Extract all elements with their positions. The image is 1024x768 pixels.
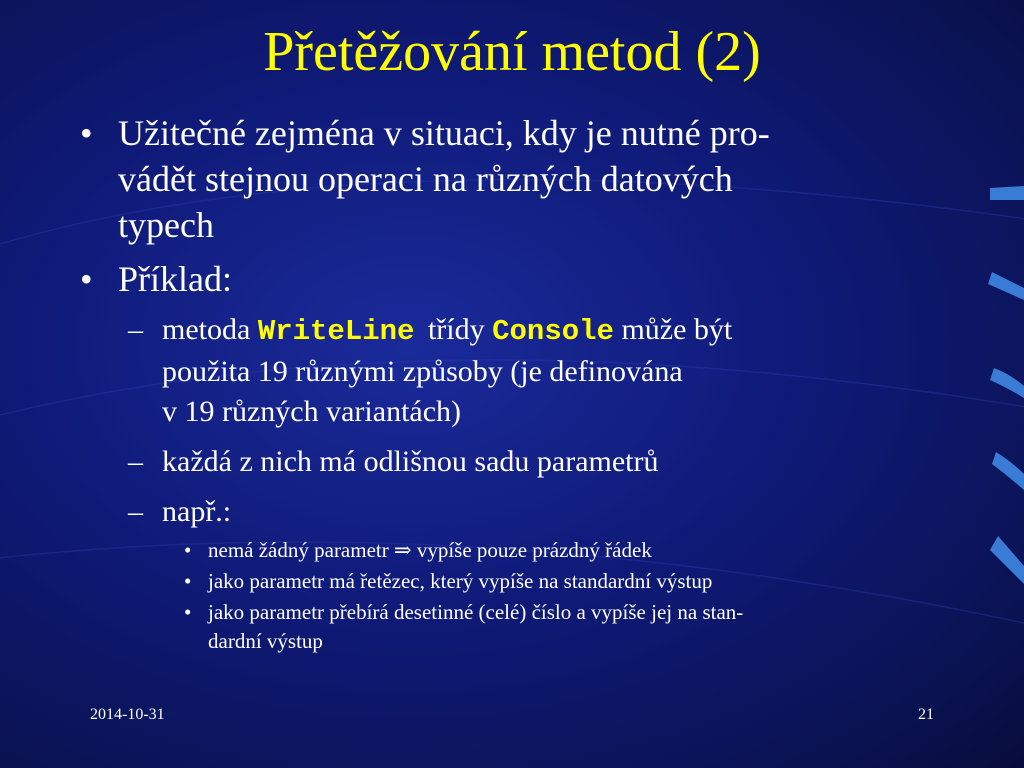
slide-body [80, 110, 960, 658]
sub1-suffix: může být [621, 313, 733, 346]
bullet-usefulness [80, 110, 960, 248]
page-number: 21 [918, 706, 934, 723]
detail2-text: jako parametr má řetězec, který vypíše na standardní výstup [208, 569, 713, 593]
detail1-text: nemá žádný parametr ⇒ vypíše pouze prázdný řádek [208, 538, 652, 562]
bullet2-label: Příklad: [118, 259, 232, 299]
bullet1-line1: Užitečné zejména v situaci, kdy je nutné pro- [118, 113, 770, 153]
code-writeline: WriteLine [257, 315, 415, 348]
bullet-example [80, 256, 960, 302]
code-console: Console [492, 315, 614, 348]
detail3-line2: dardní výstup [208, 629, 323, 653]
dash-icon: – [128, 313, 143, 346]
sub-item-eg [80, 492, 960, 532]
bullet-icon: • [80, 259, 93, 299]
sub3-text: např.: [162, 495, 232, 528]
sub1-line1 [162, 310, 960, 352]
sub-item-parameters [80, 442, 960, 482]
bullet-icon: • [184, 538, 192, 562]
edge-mark-5 [990, 536, 1024, 584]
detail-item-number [80, 598, 960, 656]
edge-mark-1 [990, 186, 1024, 200]
footer-date: 2014-10-31 [90, 706, 165, 723]
sub1-middle: třídy [427, 313, 485, 346]
detail3-line1: jako parametr přebírá desetinné (celé) číslo a vypíše jej na stan- [208, 600, 744, 624]
edge-mark-3 [990, 368, 1024, 398]
bullet-icon: • [80, 113, 93, 153]
sub-item-writeline [80, 310, 960, 432]
sub1-prefix: metoda [162, 313, 251, 346]
detail-item-string [80, 567, 960, 596]
dash-icon: – [128, 445, 143, 478]
edge-mark-2 [988, 272, 1024, 300]
bullet1-line3: typech [118, 205, 214, 245]
bullet-icon: • [184, 600, 192, 624]
slide-title: Přetěžování metod (2) [263, 21, 761, 83]
sub1-line3: v 19 různých variantách) [162, 395, 462, 428]
bullet1-line2: vádět stejnou operaci na různých datových [118, 159, 733, 199]
bullet-icon: • [184, 569, 192, 593]
edge-mark-4 [992, 452, 1024, 490]
dash-icon: – [128, 495, 143, 528]
sub1-line2: použita 19 různými způsoby (je definována [162, 355, 683, 388]
sub2-text: každá z nich má odlišnou sadu parametrů [162, 445, 659, 478]
detail-item-no-param [80, 536, 960, 565]
